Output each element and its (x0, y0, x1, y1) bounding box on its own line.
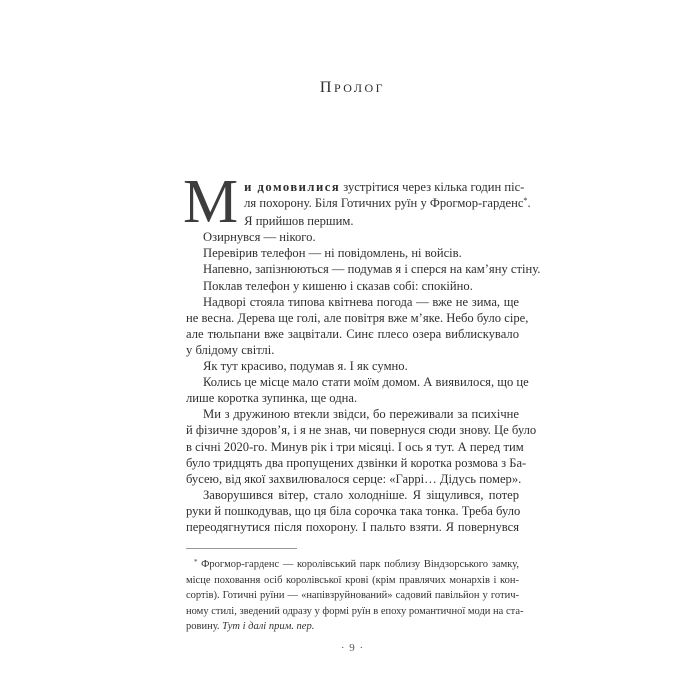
text-line (186, 229, 519, 245)
text-line (186, 487, 519, 503)
body-text: ному стилі, зведений одразу у формі руїн в епоху романтичної моди на ста- (186, 605, 524, 617)
text-line (186, 455, 527, 471)
body-text: лише коротка зупинка, ще одна. (186, 391, 358, 406)
text-line (186, 422, 537, 438)
text-line (186, 326, 519, 342)
paragraph (186, 278, 519, 294)
body-text: було тридцять два пропущених дзвінки й коротка розмова з Ба- (186, 455, 527, 470)
body-text: зустрітися через кілька годин піс- (340, 180, 525, 194)
body-text: Ми з дружиною втекли звідси, бо переживали за психічне (203, 407, 519, 422)
text-line (186, 358, 519, 374)
text-line (186, 604, 524, 619)
body-text: Я прийшов першим. (244, 214, 354, 229)
chapter-title-rest: РОЛОГ (333, 81, 386, 95)
footnote-marker: * (523, 196, 528, 206)
text-line (186, 294, 519, 310)
body-text: сортів). Готичні руїни — «напівзруйнований» садовий павільйон у готич- (186, 590, 519, 602)
body-text: . (527, 196, 531, 211)
text-line (186, 439, 524, 455)
text-line (186, 619, 519, 634)
lead-in-text: и домовилися (244, 180, 341, 194)
paragraph (186, 374, 529, 406)
paragraph (186, 487, 519, 535)
text-line (186, 557, 519, 573)
body-text-block (183, 168, 541, 535)
text-line (186, 310, 529, 326)
text-line (186, 573, 519, 588)
text-line (186, 278, 519, 294)
body-text: Напевно, запізнюються — подумав я і сперся на кам’яну стіну. (203, 262, 541, 277)
text-line (186, 503, 519, 519)
body-text: у блідому світлі. (186, 342, 275, 357)
body-text: переодягнутися після похорону. І пальто взяти. Я повернувся (186, 519, 519, 534)
drop-cap: М (183, 168, 239, 236)
body-text: Перевірив телефон — ні повідомлень, ні войсів. (203, 246, 462, 261)
footnote-separator (186, 548, 297, 549)
paragraph (186, 229, 519, 245)
body-text: в січні 2020-го. Минув рік і три місяці. І ось я тут. А перед тим (186, 439, 524, 454)
body-text: Фрогмор-гарденс — королівський парк поблизу Віндзорського замку, (197, 559, 519, 570)
paragraph (186, 261, 541, 277)
text-line (186, 471, 522, 487)
body-text: Як тут красиво, подумав я. І як сумно. (203, 359, 408, 374)
translator-note: Тут і далі прим. пер. (222, 620, 315, 632)
footnote-marker: * (194, 558, 198, 566)
body-text: але тюльпани вже зацвітали. Синє плесо озера виблискувало (186, 326, 519, 341)
body-text: бусею, від якої захвилювалося серце: «Гаррі… Дідусь помер». (186, 471, 522, 486)
body-text: Заворушився вітер, стало холодніше. Я зіщулився, потер (203, 487, 519, 502)
paragraph (183, 168, 531, 236)
body-text: Надворі стояла типова квітнева погода — вже не зима, ще (203, 294, 519, 309)
body-text: Озирнувся — нікого. (203, 230, 316, 245)
text-line (186, 245, 519, 261)
text-line (186, 261, 541, 277)
text-line (186, 342, 519, 358)
body-text: руки й пошкодував, що ця біла сорочка така тонка. Треба було (186, 503, 521, 518)
body-text: не весна. Дерева ще голі, але повітря вже м’яке. Небо було сіре, (186, 310, 529, 325)
paragraph (186, 358, 519, 374)
text-line (186, 374, 529, 390)
body-text: й фізичне здоров’я, і я не знав, чи повернуся сюди знову. Це було (186, 423, 537, 438)
body-text: ля похорону. Біля Готичних руїн у Фрогмор-гарденс (244, 196, 524, 211)
paragraph (186, 406, 537, 486)
page-number: · 9 · (340, 642, 365, 654)
chapter-title (186, 79, 519, 97)
footnote-block (186, 557, 524, 634)
chapter-title-initial: П (319, 79, 334, 96)
paragraph (186, 294, 529, 358)
body-text: місце поховання осіб королівської крові (крім правлячих монархів і кон- (186, 575, 519, 587)
text-line (186, 519, 519, 535)
body-text: Поклав телефон у кишеню і сказав собі: спокійно. (203, 278, 473, 293)
body-text: ровину. (186, 620, 223, 632)
text-line (186, 406, 519, 422)
text-line (186, 588, 519, 603)
body-text: Колись це місце мало стати моїм домом. А виявилося, що це (203, 375, 529, 390)
paragraph (186, 245, 519, 261)
text-line (186, 390, 519, 406)
